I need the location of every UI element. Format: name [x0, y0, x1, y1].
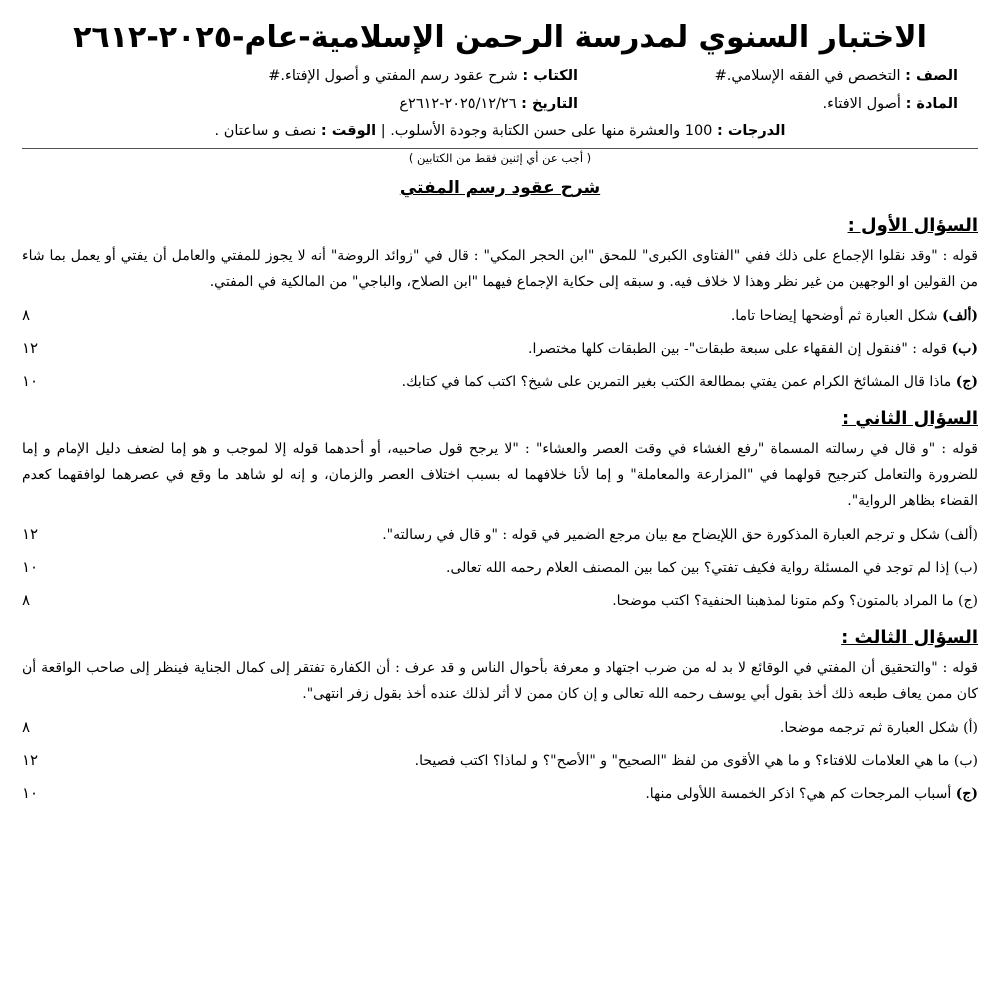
- part-label: (ب): [953, 753, 978, 769]
- class-label: الصف :: [905, 68, 958, 84]
- part-marks: ٨: [22, 591, 31, 609]
- marks-label: الدرجات :: [717, 123, 786, 139]
- part-label: (ألف): [944, 527, 978, 543]
- question-heading: السؤال الثاني :: [841, 408, 978, 429]
- question-part: [22, 518, 978, 551]
- part-marks: ٨: [22, 718, 31, 736]
- section-title: شرح عقود رسم المفتي: [399, 178, 601, 198]
- time-label: الوقت :: [320, 123, 377, 139]
- subject-value: أصول الافتاء.: [822, 96, 901, 112]
- marks-value: 100 والعشرة منها على حسن الكتابة وجودة الأسلوب.: [390, 123, 713, 139]
- question-3: [22, 623, 978, 810]
- part-label: (ج): [955, 786, 978, 802]
- class-field: [578, 62, 958, 90]
- question-part: [22, 744, 978, 777]
- separator: |: [380, 123, 386, 139]
- subject-label: المادة :: [905, 96, 958, 112]
- part-label: (ألف): [942, 308, 978, 324]
- instruction: ( أجب عن أي إثنين فقط من الكتابين ): [408, 151, 592, 165]
- part-label: (ب): [951, 341, 978, 357]
- meta-row-subject-date: [22, 90, 978, 118]
- part-text: شكل العبارة ثم ترجمه موضحا.: [779, 720, 959, 736]
- marks-time-line: [22, 118, 978, 144]
- exam-title: الاختبار السنوي لمدرسة الرحمن الإسلامية-عام-٢٠٢٥-٢٦١٢: [73, 20, 927, 55]
- part-text: قوله : "فنقول إن الفقهاء على سبعة طبقات"- بين الطبقات كلها مختصرا.: [528, 341, 948, 357]
- question-1: [22, 211, 978, 398]
- part-marks: ١٠: [22, 558, 39, 576]
- time-value: نصف و ساعتان .: [214, 123, 317, 139]
- date-field: [158, 90, 578, 118]
- book-label: الكتاب :: [522, 68, 578, 84]
- part-text: أسباب المرجحات كم هي؟ اذكر الخمسة اللأولى منها.: [645, 786, 952, 802]
- part-text: شكل العبارة ثم أوضحها إيضاحا تاما.: [730, 308, 938, 324]
- class-value: التخصص في الفقه الإسلامي.#: [714, 68, 901, 84]
- question-part: [22, 299, 978, 332]
- part-marks: ١٢: [22, 525, 39, 543]
- exam-page: [22, 14, 978, 810]
- part-text: شكل و ترجم العبارة المذكورة حق اللإيضاح مع بيان مرجع الضمير في قوله : "و قال في رسالته".: [382, 527, 940, 543]
- subject-field: [578, 90, 958, 118]
- part-label: (ج): [955, 374, 978, 390]
- part-marks: ١٠: [22, 372, 39, 390]
- question-quote: قوله : "والتحقيق أن المفتي في الوقائع لا بد له من ضرب اجتهاد و معرفة بأحوال الناس و قد عرف : أن الكفارة تفتقر إلى كمال الجناية فينظر إلى صاحب الواقعة أن كان ممن يعاف طبعه ذلك أخذ بقول أبي يوسف رحمه الله تعالى و إن كان ممن لا أثر لذلك عنده أخذ بقول زفر انتهى".: [22, 660, 978, 702]
- meta-row-class-book: [22, 62, 978, 90]
- date-value: ٢٠٢٥/١٢/٢٦-٢٦١٢ع: [399, 96, 517, 112]
- question-quote: قوله : "وقد نقلوا الإجماع على ذلك ففي "الفتاوى الكبرى" للمحق "ابن الحجر المكي" : قال في "زوائد الروضة" أنه لا يجوز للمفتي والعامل أن يفتي أو يعمل بما شاء من القولين او الوجهين من غير نظر وهذا لا خلاف فيه. و سبقه إلى حكاية الإجماع فيهما "ابن الصلاح، والباجي" من المالكية في المفتي.: [22, 248, 978, 290]
- part-label: (أ): [963, 720, 978, 736]
- question-2: [22, 404, 978, 617]
- question-heading: السؤال الثالث :: [841, 627, 978, 648]
- question-heading: السؤال الأول :: [847, 215, 978, 236]
- book-value: شرح عقود رسم المفتي و أصول الإفتاء.#: [268, 68, 518, 84]
- part-text: إذا لم توجد في المسئلة رواية فكيف تفتي؟ بين كما بين المصنف العلام رحمه الله تعالى.: [446, 560, 950, 576]
- part-marks: ٨: [22, 306, 31, 324]
- part-label: (ب): [953, 560, 978, 576]
- question-part: [22, 551, 978, 584]
- part-marks: ١٢: [22, 339, 39, 357]
- part-label: (ج): [958, 593, 978, 609]
- book-field: [158, 62, 578, 90]
- part-text: ما هي العلامات للافتاء؟ و ما هي الأقوى من لفظ "الصحيح" و "الأصح"؟ و لماذا؟ اكتب فصيحا.: [414, 753, 950, 769]
- date-label: التاريخ :: [521, 96, 578, 112]
- part-text: ماذا قال المشائخ الكرام عمن يفتي بمطالعة الكتب بغير التمرين على شيخ؟ اكتب كما في كتابك.: [401, 374, 952, 390]
- question-part: [22, 584, 978, 617]
- question-quote: قوله : "و قال في رسالته المسماة "رفع الغشاء في وقت العصر والعشاء" : "لا يرجح قول صاحبيه، أو أحدهما قوله إلا لموجب و هو إما لضعف دليل الإمام و إما للضرورة والتعامل كترجيح قولهما في "المزارعة والمعاملة" و إما لأنا خلافهما له بسبب اختلاف العصر والزمان، و إنه لو شاهد ما وقع في عصرهما لوافقهما كعدم القضاء بظاهر الرواية".: [22, 441, 978, 509]
- question-part: [22, 711, 978, 744]
- question-part: [22, 365, 978, 398]
- part-marks: ١٢: [22, 751, 39, 769]
- question-part: [22, 777, 978, 810]
- part-marks: ١٠: [22, 784, 39, 802]
- part-text: ما المراد بالمتون؟ وكم متونا لمذهبنا الحنفية؟ اكتب موضحا.: [612, 593, 954, 609]
- question-part: [22, 332, 978, 365]
